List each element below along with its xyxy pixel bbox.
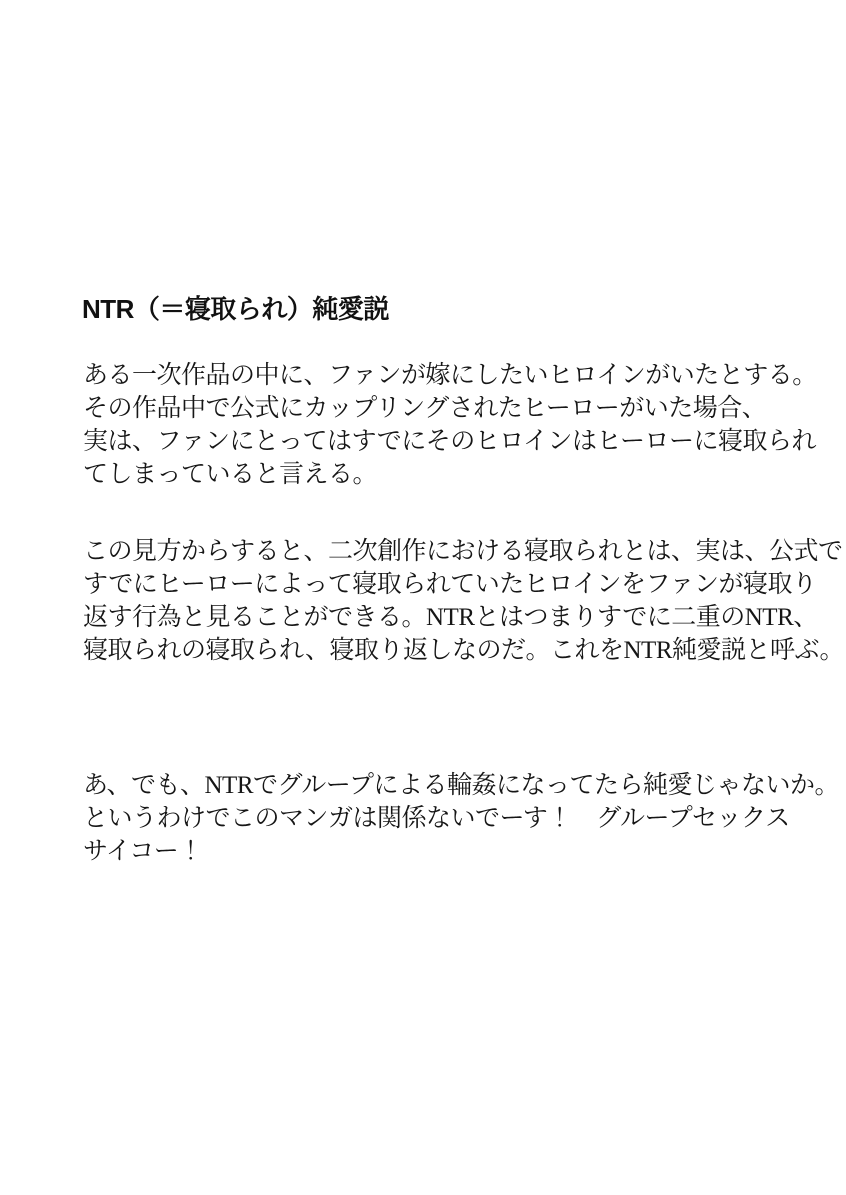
text-line: すでにヒーローによって寝取られていたヒロインをファンが寝取り bbox=[83, 571, 817, 598]
text-line: 返す行為と見ることができる。NTRとはつまりすでに二重のNTR、 bbox=[83, 604, 818, 631]
text-line: てしまっていると言える。 bbox=[83, 461, 378, 488]
page-title: NTR（＝寝取られ）純愛説 bbox=[82, 294, 389, 324]
text-line: 実は、ファンにとってはすでにそのヒロインはヒーローに寝取られ bbox=[83, 428, 817, 455]
text-line: 寝取られの寝取られ、寝取り返しなのだ。これをNTR純愛説と呼ぶ。 bbox=[83, 637, 845, 664]
paragraph bbox=[83, 535, 845, 667]
text-line: その作品中で公式にカップリングされたヒーローがいた場合、 bbox=[83, 395, 767, 422]
text-line: サイコー！ bbox=[83, 838, 203, 865]
paragraph bbox=[83, 769, 840, 868]
text-line: あ、でも、NTRでグループによる輪姦になってたら純愛じゃないか。 bbox=[83, 772, 840, 799]
text-line: この見方からすると、二次創作における寝取られとは、実は、公式で bbox=[83, 538, 843, 565]
text-line: というわけでこのマンガは関係ないでーす！ グループセックス bbox=[83, 805, 790, 832]
text-line: ある一次作品の中に、ファンが嫁にしたいヒロインがいたとする。 bbox=[83, 362, 817, 389]
paragraph bbox=[83, 359, 817, 491]
